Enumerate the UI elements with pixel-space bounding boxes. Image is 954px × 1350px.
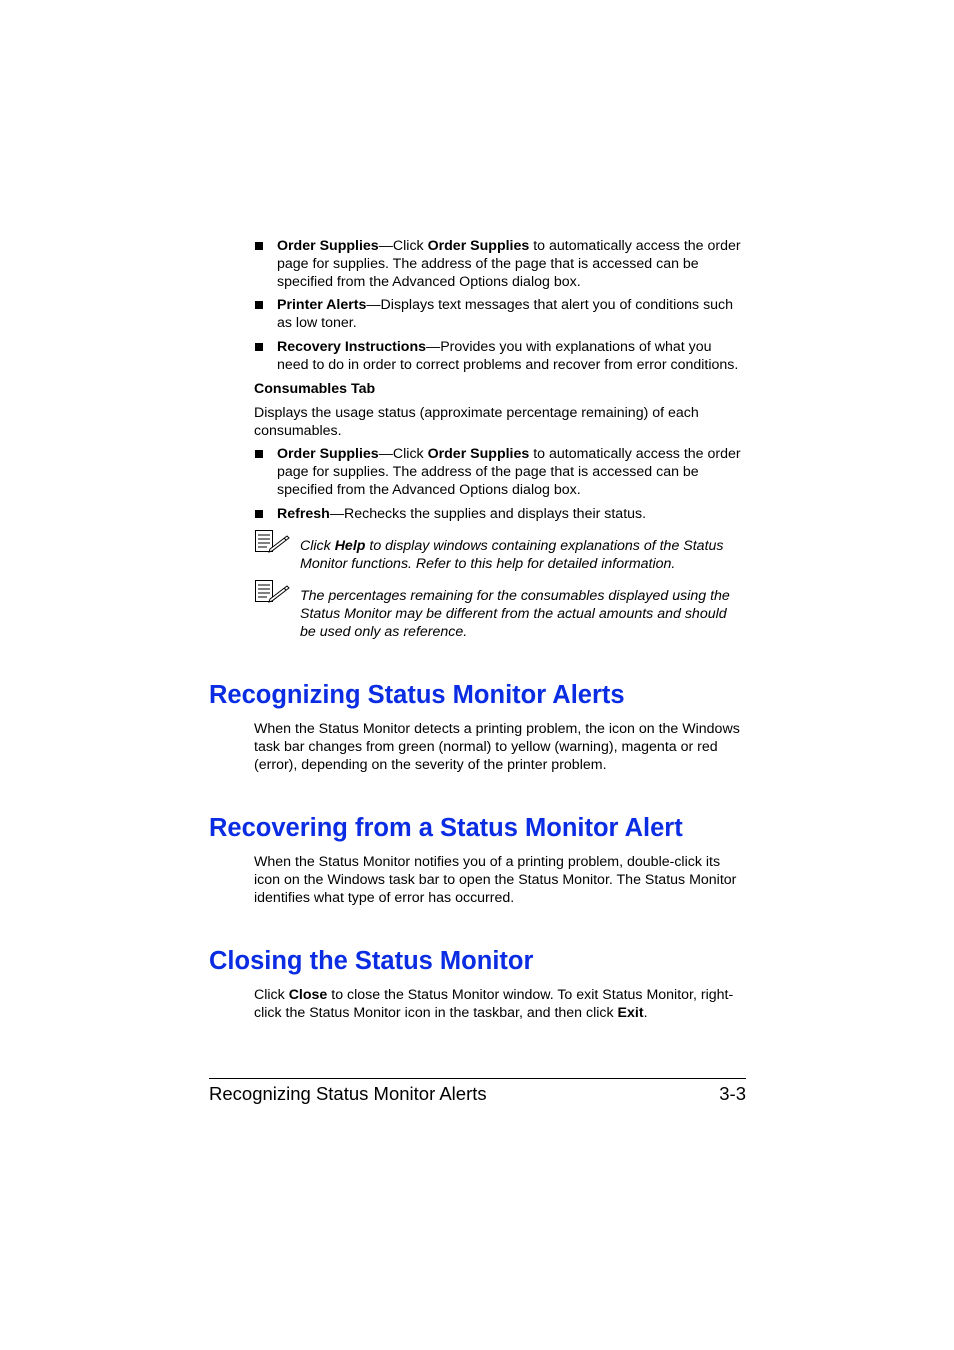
note	[254, 588, 746, 641]
section-heading: Closing the Status Monitor	[209, 947, 534, 975]
bullet-term: Printer Alerts	[277, 297, 367, 314]
paragraph-bold: Close	[288, 987, 328, 1003]
bullet-text: —Click	[378, 238, 428, 254]
footer-divider	[209, 1078, 746, 1079]
subheading: Consumables Tab	[254, 381, 376, 397]
bullet-term: Order Supplies	[277, 446, 379, 463]
bullet-text: to automatically access the order page for supplies. The address of the page that is accessed can be specified from the Advanced Options dialog box.	[277, 238, 741, 290]
section-heading: Recognizing Status Monitor Alerts	[209, 681, 625, 709]
note-text-part: to display windows containing explanations of the Status Monitor functions. Refer to this help for detailed information.	[300, 538, 724, 572]
bullet-text: to automatically access the order page for supplies. The address of the page that is accessed can be specified from the Advanced Options dialog box.	[277, 446, 741, 498]
list-item	[254, 446, 746, 499]
note-text: The percentages remaining for the consumables displayed using the Status Monitor may be different from the actual amounts and should be used only as reference.	[300, 588, 730, 640]
list-item	[254, 506, 746, 524]
paragraph-bold: Exit	[617, 1004, 644, 1021]
paragraph	[254, 987, 746, 1023]
bullet-term: Order Supplies	[427, 446, 530, 463]
bullet-text: —Rechecks the supplies and displays their status.	[329, 505, 647, 522]
note-text	[300, 538, 746, 574]
paragraph-part: Click	[254, 987, 289, 1003]
note-text-part: Click	[300, 538, 335, 554]
paragraph-part: to close the Status Monitor window. To exit Status Monitor, right-click the Status Monitor icon in the taskbar, and then click	[254, 987, 734, 1021]
section-heading: Recovering from a Status Monitor Alert	[209, 814, 683, 842]
page-number: 3-3	[719, 1083, 746, 1104]
bullet-square-icon	[255, 242, 263, 250]
bullet-text: —Click	[378, 446, 428, 463]
note-pencil-icon	[254, 580, 290, 604]
bullet-term: Recovery Instructions	[277, 338, 427, 355]
bullet-square-icon	[255, 301, 263, 309]
note	[254, 538, 746, 574]
paragraph: Displays the usage status (approximate percentage remaining) of each consumables.	[254, 404, 699, 439]
section-body	[254, 721, 746, 774]
consumables-section	[254, 381, 746, 524]
section-body	[254, 987, 746, 1023]
section-body	[254, 854, 746, 907]
note-text-bold: Help	[334, 538, 366, 554]
list-item	[254, 339, 746, 375]
paragraph-part: .	[643, 1004, 648, 1021]
bullet-term: Order Supplies	[277, 238, 379, 254]
paragraph: When the Status Monitor notifies you of a printing problem, double-click its icon on the Windows task bar to open the Status Monitor. The Status Monitor identifies what type of error has occurred.	[254, 854, 737, 906]
note-pencil-icon	[254, 530, 290, 554]
list-item	[254, 238, 746, 291]
bullet-term: Order Supplies	[427, 238, 530, 254]
bullet-term: Refresh	[277, 505, 330, 522]
footer-title: Recognizing Status Monitor Alerts	[209, 1083, 487, 1104]
bullet-text: —Provides you with explanations of what you need to do in order to correct problems and recover from error conditions.	[277, 338, 739, 373]
bullet-square-icon	[255, 450, 263, 458]
list-item	[254, 297, 746, 333]
bullet-square-icon	[255, 510, 263, 518]
paragraph: When the Status Monitor detects a printing problem, the icon on the Windows task bar changes from green (normal) to yellow (warning), magenta or red (error), depending on the severity of the printer problem.	[254, 721, 740, 773]
top-bullet-list	[254, 238, 746, 375]
bullet-square-icon	[255, 343, 263, 351]
bullet-text: —Displays text messages that alert you of conditions such as low toner.	[277, 297, 734, 332]
